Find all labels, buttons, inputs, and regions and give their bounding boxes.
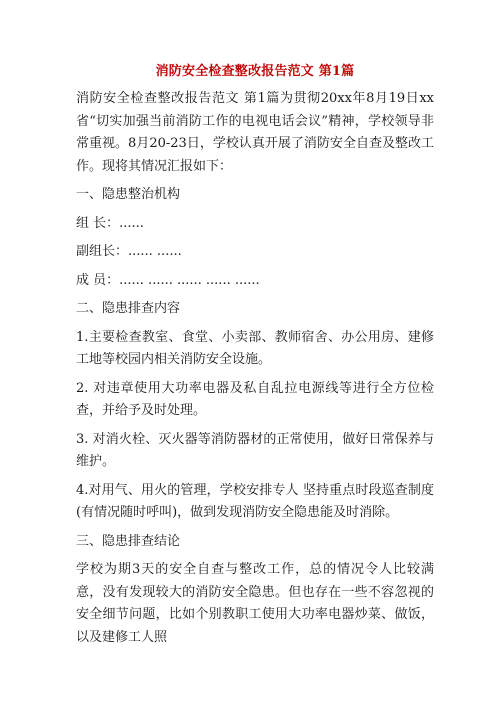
section-heading-inspection: 二、隐患排查内容 xyxy=(76,301,181,316)
inspection-item-4: 4.对用气、用火的管理，学校安排专人 坚持重点时段巡查制度(有情况随时呼叫)，做到发现消防安全隐患能及时消除。 xyxy=(76,482,434,520)
section-heading-conclusion: 三、隐患排查结论 xyxy=(76,533,181,549)
document-title: 消防安全检查整改报告范文 第1篇 xyxy=(155,64,355,79)
team-leader-line: 组 长：...... xyxy=(76,215,144,231)
inspection-item-3: 3. 对消火栓、灭火器等消防器材的正常使用，做好日常保养与维护。 xyxy=(76,431,434,469)
section-heading-organization: 一、隐患整治机构 xyxy=(76,187,181,202)
intro-paragraph: 消防安全检查整改报告范文 第1篇为贯彻20xx年8月19日xx省“切实加强当前消防工作的电视电话会议”精神，学校领导非常重视。8月20-23日，学校认真开展了消防安全自查及整改工作。现将其情况汇报如下： xyxy=(76,91,434,174)
conclusion-paragraph: 学校为期3天的安全自查与整改工作，总的情况令人比较满意，没有发现较大的消防安全隐患。但也存在一些不容忽视的安全细节问题，比如个别教职工使用大功率电器炒菜、做饭，以及建修工人照 xyxy=(76,562,434,645)
deputy-leader-line: 副组长：...... ...... xyxy=(76,244,182,259)
inspection-item-1: 1.主要检查教室、食堂、小卖部、教师宿舍、办公用房、建修工地等校园内相关消防安全设施。 xyxy=(76,329,434,367)
inspection-item-2: 2. 对违章使用大功率电器及私自乱拉电源线等进行全方位检查，并给予及时处理。 xyxy=(76,380,434,418)
members-line: 成 员：...... ...... ...... ...... ...... xyxy=(76,272,260,288)
